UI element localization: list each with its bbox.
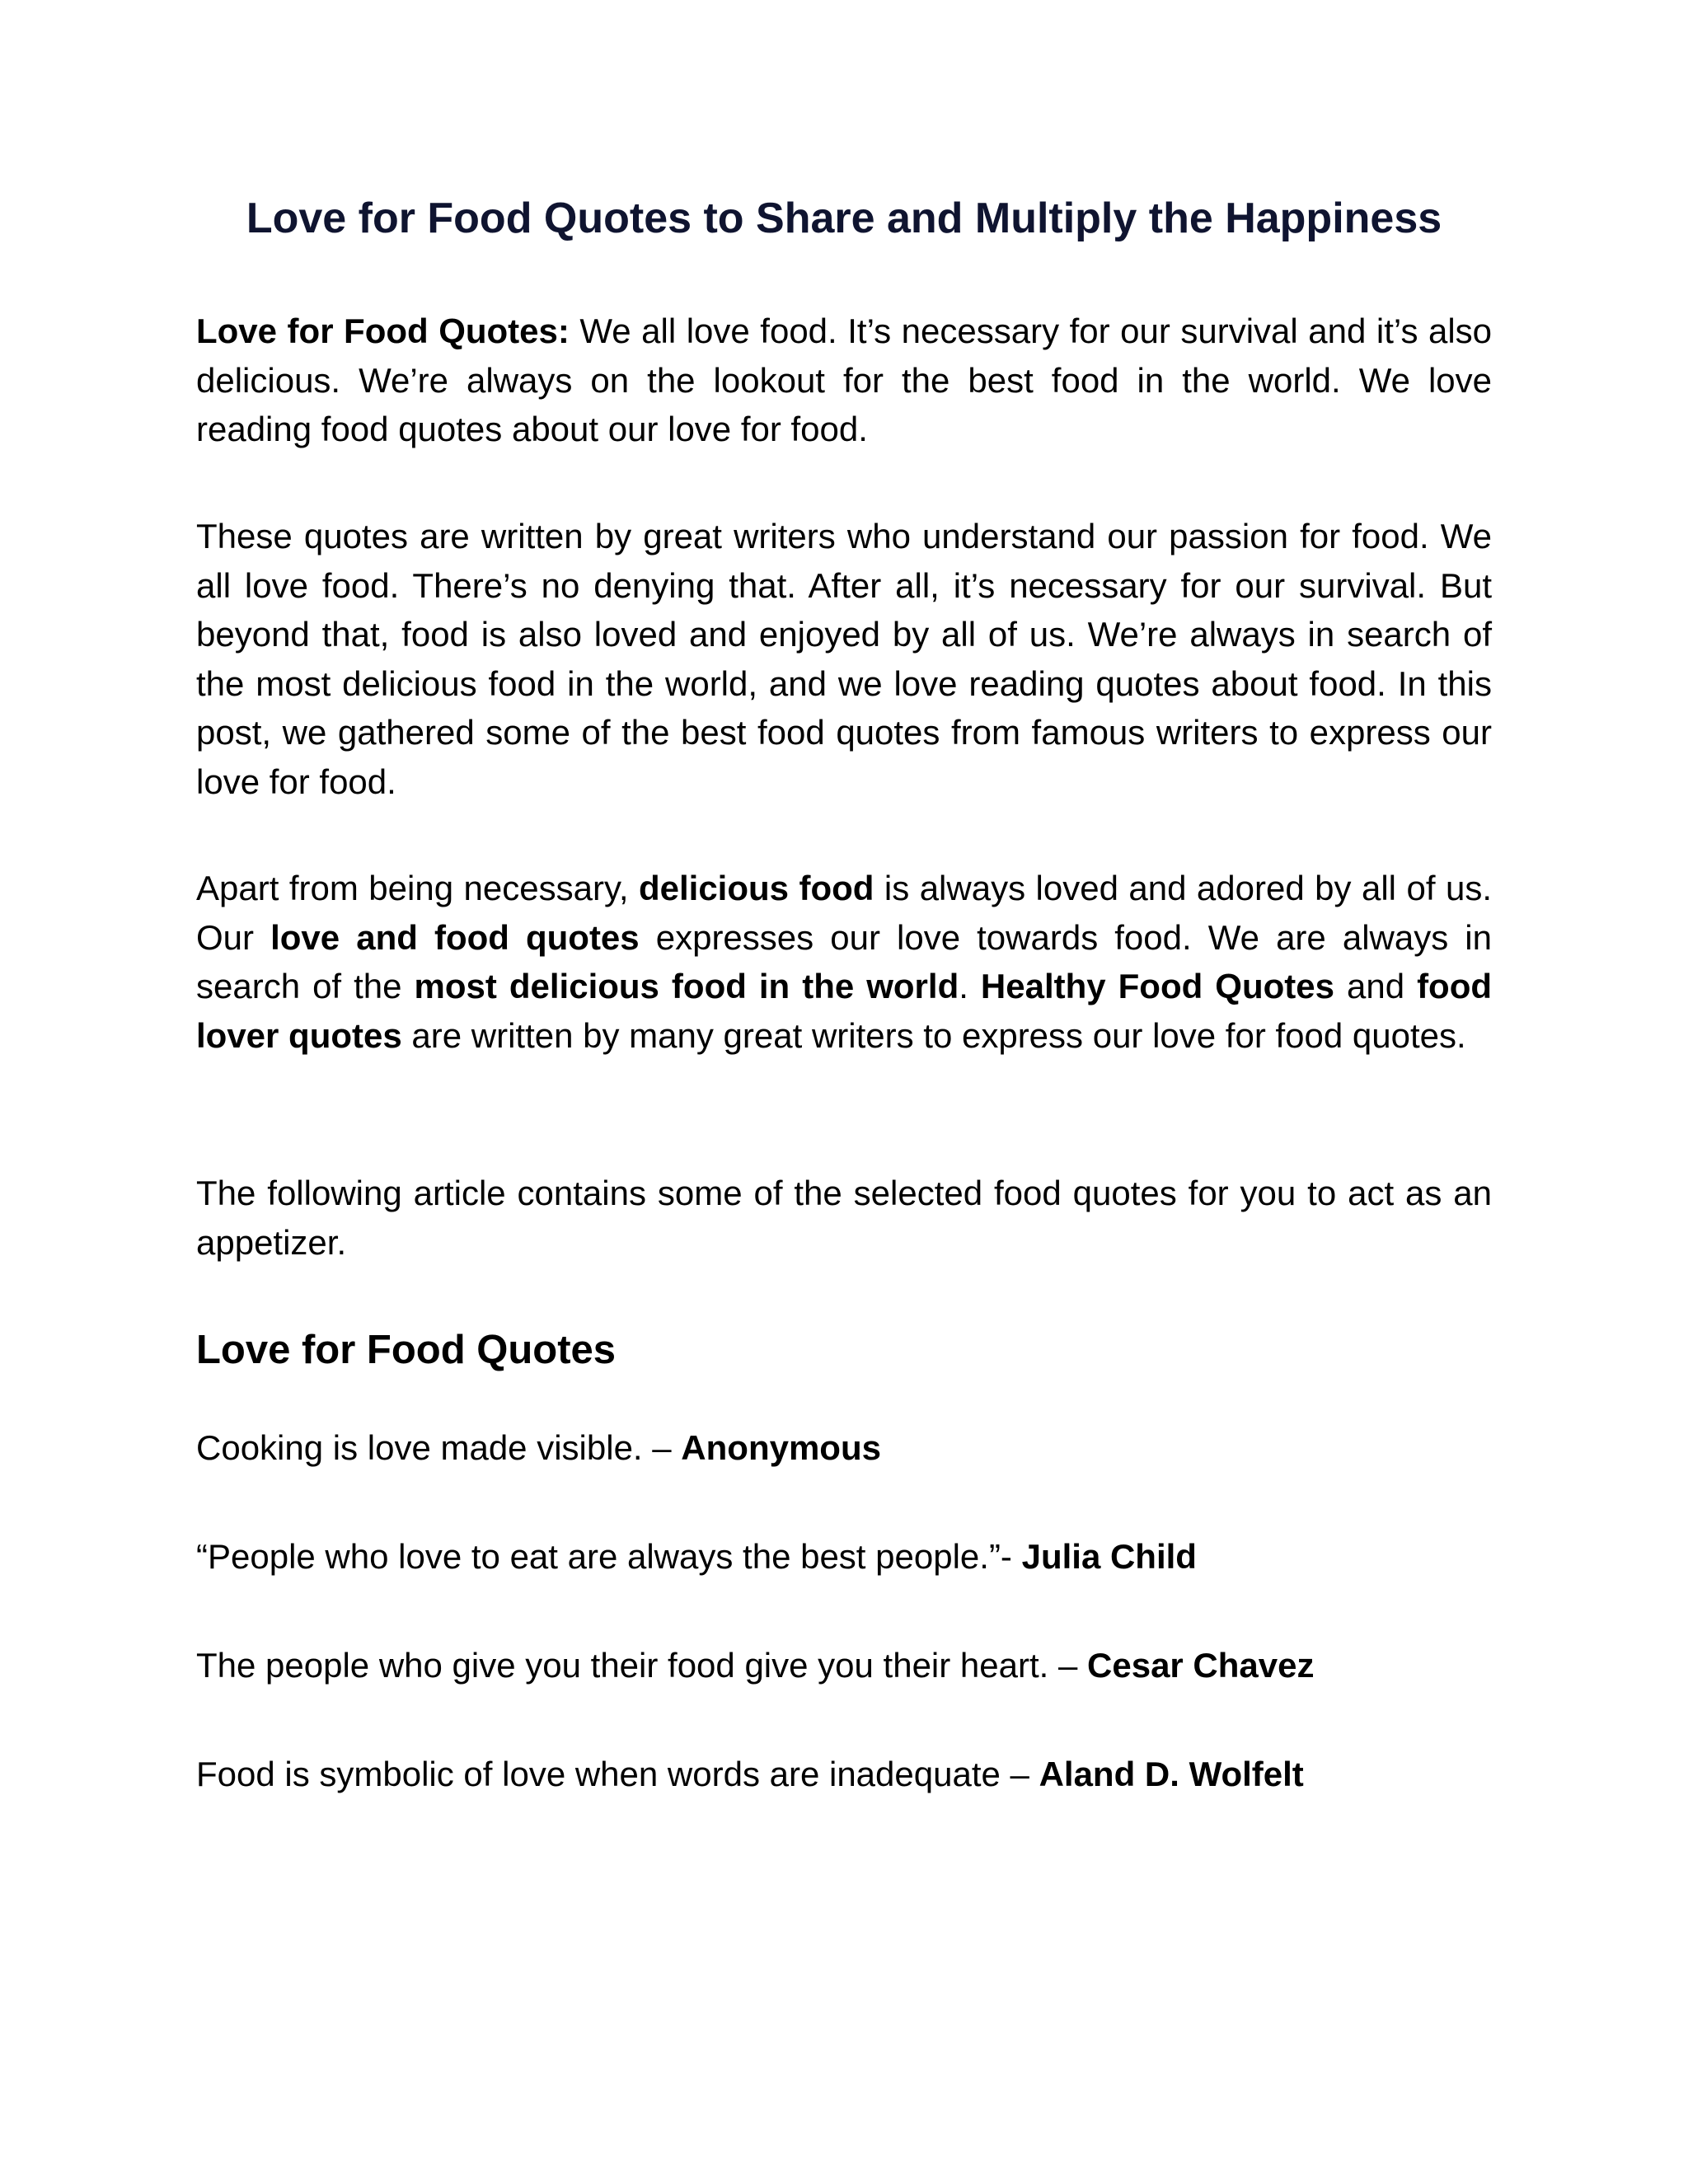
paragraph-delicious-food bbox=[196, 864, 1492, 1060]
paragraph-appetizer: The following article contains some of the selected food quotes for you to act as an appetizer. bbox=[196, 1174, 1492, 1262]
quote-text: The people who give you their food give you their heart. – bbox=[196, 1646, 1088, 1685]
paragraph3-text-5: and bbox=[1334, 967, 1418, 1005]
paragraph3-text-3: expresses our love towards food. We are always in search of the bbox=[196, 917, 1492, 1005]
quote-text: Cooking is love made visible. – bbox=[196, 1428, 682, 1467]
paragraph3-bold-5: food lover quotes bbox=[196, 967, 1493, 1055]
intro-paragraph bbox=[196, 307, 1492, 454]
paragraph3-text-4: . bbox=[959, 967, 981, 1005]
quote-text: Food is symbolic of love when words are inadequate – bbox=[196, 1755, 1039, 1793]
quote-author: Anonymous bbox=[681, 1428, 881, 1467]
paragraph3-text-6: are written by many great writers to express our love for food quotes. bbox=[401, 1015, 1466, 1055]
paragraph3-bold-3: most delicious food in the world bbox=[414, 967, 959, 1005]
paragraph3-text-1: Apart from being necessary, bbox=[196, 869, 639, 907]
intro-text: We all love food. It’s necessary for our survival and it’s also delicious. We’re always on the lookout for the best food in the world. We love reading food quotes about our love for food. bbox=[196, 312, 1493, 448]
section-heading: Love for Food Quotes bbox=[196, 1328, 617, 1372]
paragraph3-bold-1: delicious food bbox=[638, 869, 874, 907]
quote-item bbox=[196, 1750, 1304, 1799]
quote-author: Aland D. Wolfelt bbox=[1039, 1755, 1304, 1793]
quote-author: Julia Child bbox=[1021, 1537, 1197, 1576]
paragraph3-bold-2: love and food quotes bbox=[270, 917, 640, 957]
quote-item bbox=[196, 1641, 1315, 1690]
intro-lead-bold: Love for Food Quotes: bbox=[196, 312, 570, 350]
quote-author: Cesar Chavez bbox=[1087, 1646, 1315, 1685]
paragraph-quotes-writers: These quotes are written by great writers who understand our passion for food. We all love food. There’s no denying that. After all, it’s necessary for our survival. But beyond that, food is also loved and enjoyed by all of us. We’re always in search of the most delicious food in the world, and we love reading quotes about food. In this post, we gathered some of the best food quotes from famous writers to express our love for food. bbox=[196, 517, 1492, 801]
quote-item bbox=[196, 1423, 881, 1473]
quote-text: “People who love to eat are always the best people.”- bbox=[196, 1537, 1022, 1576]
paragraph3-bold-4: Healthy Food Quotes bbox=[980, 967, 1334, 1005]
quote-item bbox=[196, 1532, 1197, 1582]
paragraph3-text-2: is always loved and adored by all of us. Our bbox=[196, 869, 1492, 957]
document-title: Love for Food Quotes to Share and Multiply the Happiness bbox=[246, 194, 1442, 242]
